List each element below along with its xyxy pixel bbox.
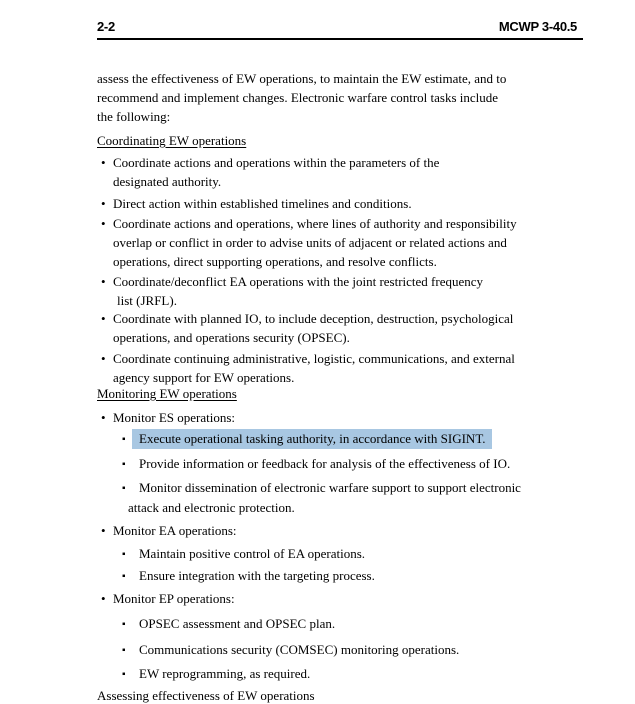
sub-bullet-text: OPSEC assessment and OPSEC plan. xyxy=(139,616,336,631)
bullet-dot-icon: • xyxy=(101,155,106,170)
sub-bullet-text: Ensure integration with the targeting process. xyxy=(139,568,375,583)
sub-bullet-text: Maintain positive control of EA operations. xyxy=(139,546,366,561)
square-bullet-icon: ▪ xyxy=(122,571,126,582)
bullet-item-line xyxy=(97,153,439,172)
bullet-text: Coordinate continuing administrative, logistic, communications, and external xyxy=(113,351,515,366)
bullet-item-line: designated authority. xyxy=(113,174,222,189)
sub-bullet-item-line xyxy=(97,614,335,633)
sub-bullet-item-line xyxy=(97,640,459,659)
sub-bullet-item-line xyxy=(97,454,510,473)
bullet-item-line: list (JRFL). xyxy=(117,293,177,308)
intro-line: assess the effectiveness of EW operations, to maintain the EW estimate, and to xyxy=(97,71,507,86)
bullet-item-line xyxy=(97,272,483,291)
bullet-text: Monitor EA operations: xyxy=(113,523,237,538)
bullet-item-line: operations, direct supporting operations, and resolve conflicts. xyxy=(113,254,437,269)
sub-bullet-text: Provide information or feedback for analysis of the effectiveness of IO. xyxy=(139,456,511,471)
square-bullet-icon: ▪ xyxy=(122,669,126,680)
section-heading-text: Monitoring EW operations xyxy=(97,386,237,401)
bullet-text: Coordinate/deconflict EA operations with the joint restricted frequency xyxy=(113,274,484,289)
bullet-item-line xyxy=(97,521,237,540)
bullet-dot-icon: • xyxy=(101,274,106,289)
bullet-item-line xyxy=(97,214,517,233)
sub-bullet-text: Communications security (COMSEC) monitoring operations. xyxy=(139,642,460,657)
intro-line: the following: xyxy=(97,109,171,124)
bullet-item-line xyxy=(97,194,412,213)
bullet-item-line xyxy=(97,408,235,427)
sub-bullet-item-line xyxy=(97,544,365,563)
bullet-dot-icon: • xyxy=(101,216,106,231)
bullet-item-line xyxy=(97,309,513,328)
section-heading-text: Coordinating EW operations xyxy=(97,133,247,148)
square-bullet-icon: ▪ xyxy=(122,434,126,445)
intro-line: recommend and implement changes. Electronic warfare control tasks include xyxy=(97,90,499,105)
sub-bullet-item-line xyxy=(97,664,310,683)
header-rule xyxy=(97,38,583,40)
sub-bullet-text: EW reprogramming, as required. xyxy=(139,666,311,681)
square-bullet-icon: ▪ xyxy=(122,549,126,560)
bullet-item-line: overlap or conflict in order to advise units of adjacent or related actions and xyxy=(113,235,507,250)
bullet-text: Coordinate actions and operations, where lines of authority and responsibility xyxy=(113,216,517,231)
bullet-item-line xyxy=(97,349,515,368)
bullet-dot-icon: • xyxy=(101,523,106,538)
bullet-text: Coordinate actions and operations within the parameters of the xyxy=(113,155,440,170)
bullet-item-line: agency support for EW operations. xyxy=(113,370,295,385)
bullet-dot-icon: • xyxy=(101,351,106,366)
square-bullet-icon: ▪ xyxy=(122,619,126,630)
bullet-dot-icon: • xyxy=(101,196,106,211)
header-doc-id: MCWP 3-40.5 xyxy=(498,19,577,34)
square-bullet-icon: ▪ xyxy=(122,645,126,656)
sub-bullet-item-line xyxy=(97,566,375,585)
sub-bullet-item-line xyxy=(97,478,521,497)
bullet-dot-icon: • xyxy=(101,591,106,606)
sub-bullet-item-line: attack and electronic protection. xyxy=(128,500,295,515)
sub-bullet-item-line xyxy=(97,429,492,449)
section-heading-monitoring xyxy=(97,384,237,403)
section-heading-coordinating xyxy=(97,131,246,150)
bullet-item-line xyxy=(97,589,235,608)
header-page-number: 2-2 xyxy=(97,19,115,34)
bullet-dot-icon: • xyxy=(101,311,106,326)
bullet-text: Monitor ES operations: xyxy=(113,410,236,425)
bullet-text: Direct action within established timelines and conditions. xyxy=(113,196,412,211)
bullet-dot-icon: • xyxy=(101,410,106,425)
bullet-text: Monitor EP operations: xyxy=(113,591,235,606)
square-bullet-icon: ▪ xyxy=(122,483,126,494)
bullet-item-line: operations, and operations security (OPSEC). xyxy=(113,330,350,345)
sub-bullet-text: Monitor dissemination of electronic warfare support to support electronic xyxy=(139,480,521,495)
section-heading-assessing: Assessing effectiveness of EW operations xyxy=(97,688,315,703)
square-bullet-icon: ▪ xyxy=(122,459,126,470)
highlighted-text: Execute operational tasking authority, in accordance with SIGINT. xyxy=(132,429,492,449)
bullet-text: Coordinate with planned IO, to include deception, destruction, psychological xyxy=(113,311,514,326)
